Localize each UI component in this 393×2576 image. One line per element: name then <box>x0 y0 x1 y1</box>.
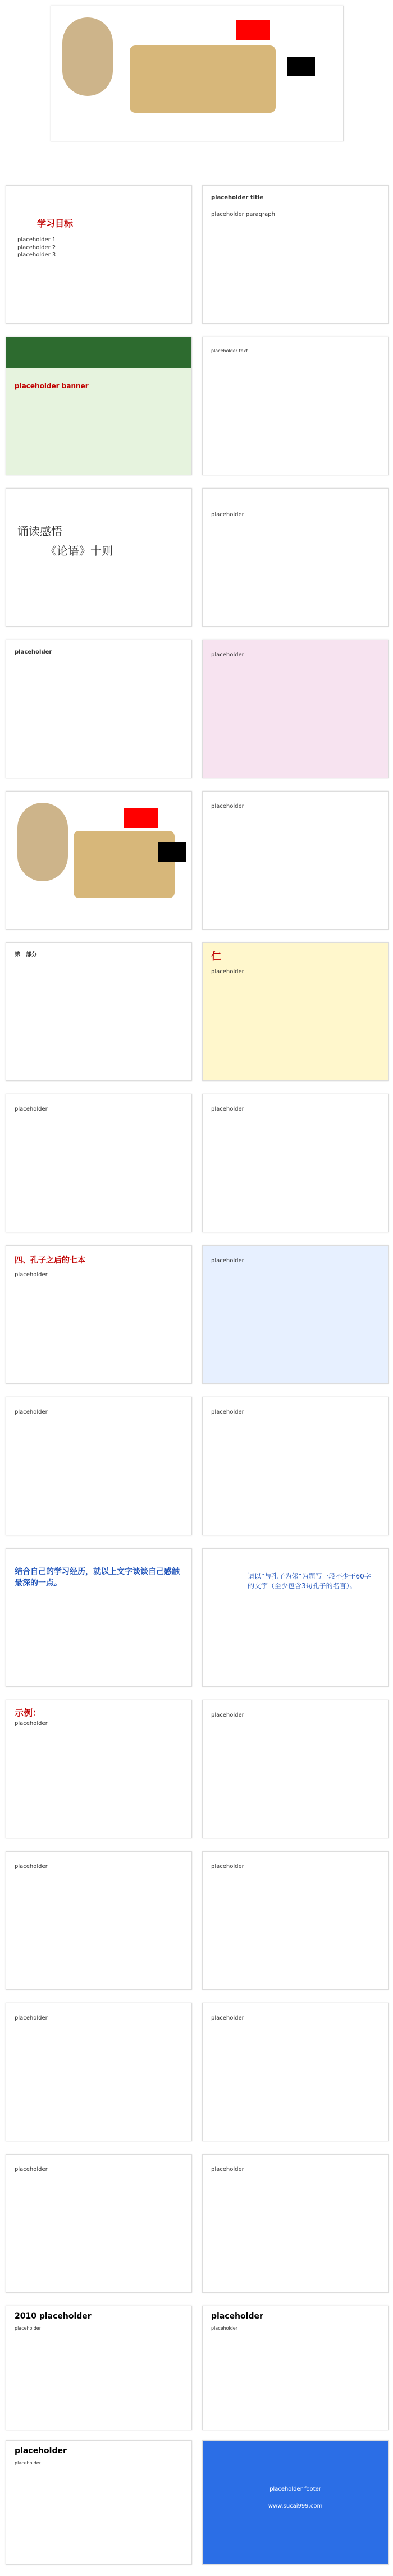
cover-slide <box>51 6 344 141</box>
slide-4-left <box>6 640 192 778</box>
left-text: placeholder <box>15 1721 48 1727</box>
slide-1-right <box>202 185 389 324</box>
slide-10-left <box>6 1548 192 1687</box>
right-title: 仁 <box>211 951 221 963</box>
slide-subtitle: 《论语》十则 <box>45 544 113 558</box>
right-text: placeholder <box>211 1712 244 1718</box>
slide-15-right <box>202 2306 389 2430</box>
bamboo-scroll <box>74 831 175 898</box>
slide-16-right <box>202 2440 389 2565</box>
black-box <box>158 842 186 862</box>
right-text: placeholder <box>211 652 244 658</box>
slide-7-left <box>6 1094 192 1232</box>
slide-7-right <box>202 1094 389 1232</box>
left-text: placeholder <box>15 1409 48 1415</box>
right-text: placeholder <box>211 2326 237 2331</box>
slide-16-left <box>6 2440 192 2565</box>
left-title: 四、孔子之后的七本 <box>15 1256 85 1265</box>
left-text: placeholder <box>15 2460 41 2465</box>
objective-1: placeholder 1 <box>17 237 56 243</box>
slide-15-left <box>6 2306 192 2430</box>
slide-2-left <box>6 337 192 475</box>
objective-3: placeholder 3 <box>17 252 56 258</box>
slide-12-left <box>6 1851 192 1990</box>
slide-2-right <box>202 337 389 475</box>
sub-text: placeholder text <box>211 348 248 353</box>
slide-13-left <box>6 2003 192 2141</box>
right-text: placeholder <box>211 1258 244 1264</box>
right-text: placeholder <box>211 1409 244 1415</box>
slide-3-left <box>6 488 192 627</box>
black-box <box>287 57 315 76</box>
slide-5-left <box>6 791 192 930</box>
right-text: placeholder <box>211 1106 244 1112</box>
slide-14-left <box>6 2154 192 2293</box>
slide-14-right <box>202 2154 389 2293</box>
slide-6-right <box>202 942 389 1081</box>
red-box <box>124 808 158 828</box>
left-text: placeholder <box>15 1272 48 1278</box>
left-title: placeholder <box>15 2446 67 2455</box>
left-text: placeholder <box>15 1106 48 1112</box>
right-text: placeholder <box>211 512 244 518</box>
left-title: 2010 placeholder <box>15 2312 92 2321</box>
banner-text: placeholder banner <box>15 382 89 390</box>
left-text: 结合自己的学习经历，就以上文字谈谈自己感触最深的一点。 <box>15 1567 180 1588</box>
right-text: placeholder <box>211 1864 244 1870</box>
slide-11-left <box>6 1700 192 1838</box>
footer-url[interactable]: www.sucai999.com <box>268 2503 323 2509</box>
slide-5-right <box>202 791 389 930</box>
slide-8-right <box>202 1245 389 1384</box>
right-text: 请以“与孔子为邻”为题写一段不少于60字的文字（至少包含3句孔子的名言）。 <box>248 1572 371 1590</box>
right-text: placeholder paragraph <box>211 211 275 218</box>
right-text: placeholder <box>211 969 244 975</box>
left-text: placeholder <box>15 1864 48 1870</box>
portrait <box>62 17 113 96</box>
left-text: placeholder <box>15 2166 48 2173</box>
slide-title: 学习目标 <box>37 218 74 229</box>
right-text: placeholder <box>211 803 244 809</box>
bamboo-scroll <box>130 45 276 113</box>
green-bar <box>6 337 191 368</box>
slide-4-right <box>202 640 389 778</box>
objective-2: placeholder 2 <box>17 244 56 251</box>
left-text: placeholder <box>15 2326 41 2331</box>
slide-11-right <box>202 1700 389 1838</box>
slide-3-right <box>202 488 389 627</box>
slide-13-right <box>202 2003 389 2141</box>
left-text: placeholder <box>15 2015 48 2021</box>
right-text: placeholder <box>211 2166 244 2173</box>
slide-title: placeholder <box>15 649 52 655</box>
slide-title: 诵读感悟 <box>17 525 62 538</box>
slide-10-right <box>202 1548 389 1687</box>
portrait <box>17 803 68 881</box>
red-box <box>236 20 270 40</box>
right-title: placeholder title <box>211 195 264 201</box>
right-text: placeholder <box>211 2015 244 2021</box>
slide-9-left <box>6 1397 192 1535</box>
slide-12-right <box>202 1851 389 1990</box>
slide-1-left <box>6 185 192 324</box>
slide-9-right <box>202 1397 389 1535</box>
slide-title: 第一部分 <box>15 952 37 958</box>
slide-8-left <box>6 1245 192 1384</box>
slide-6-left <box>6 942 192 1081</box>
right-title: placeholder <box>211 2312 263 2321</box>
left-title: 示例： <box>15 1708 42 1718</box>
footer-text: placeholder footer <box>269 2486 321 2492</box>
